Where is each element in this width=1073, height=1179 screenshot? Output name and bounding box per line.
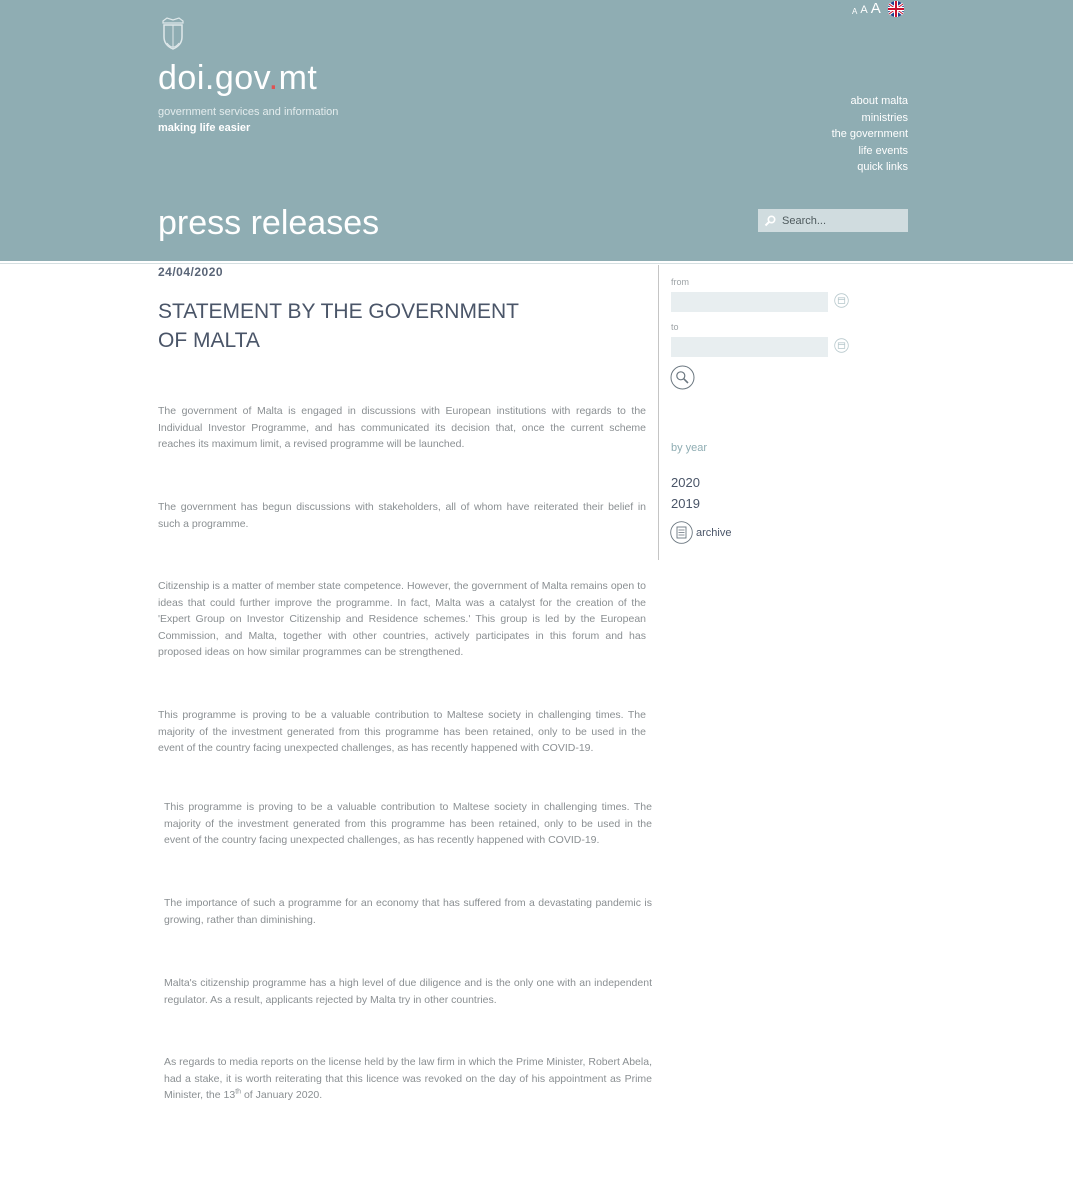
malta-crest-icon <box>159 15 187 52</box>
site-tagline: government services and information <box>158 106 339 118</box>
font-size-controls <box>852 0 881 16</box>
article-paragraph: This programme is proving to be a valuable contribution to Maltese society in challenging times. The majority of the investment generated from this programme has been retained, only to be used in the event of the country facing unexpected challenges, as has recently happened with COVID-19. <box>158 709 646 754</box>
font-size-large-button[interactable]: A <box>870 0 881 17</box>
english-flag-icon[interactable] <box>888 1 904 17</box>
nav-the-government[interactable]: the government <box>831 128 908 140</box>
site-logo[interactable]: doi.gov.mt <box>158 59 318 97</box>
font-size-small-button[interactable]: A <box>852 7 858 16</box>
nav-ministries[interactable]: ministries <box>861 111 908 124</box>
from-calendar-icon[interactable] <box>834 293 849 308</box>
article-paragraph: The government has begun discussions with stakeholders, all of whom have reiterated their belief in such a programme. <box>158 501 646 530</box>
site-tagline-bold: making life easier <box>158 122 251 134</box>
by-year-label: by year <box>671 442 708 454</box>
article-paragraph: The importance of such a programme for an economy that has suffered from a devastating pandemic is growing, rather than diminishing. <box>164 897 652 926</box>
article-paragraph: This programme is proving to be a valuable contribution to Maltese society in challenging times. The majority of the investment generated from this programme has been retained, only to be used in the event of the country facing unexpected challenges, as has recently happened with COVID-19. <box>164 801 652 846</box>
date-search-icon[interactable] <box>670 365 695 390</box>
search-icon[interactable] <box>764 215 776 227</box>
article-paragraph-last: As regards to media reports on the license held by the law firm in which the Prime Minister, Robert Abela, had a stake, it is worth reiterating that this licence was revoked on the day of his appointment as Prime Minister, the 13th of January 2020. <box>164 1056 652 1101</box>
font-size-medium-button[interactable]: A <box>860 4 868 16</box>
year-link-2020[interactable]: 2020 <box>671 475 700 490</box>
search-input[interactable] <box>782 215 902 227</box>
to-date-label: to <box>671 322 679 332</box>
archive-icon <box>670 521 693 544</box>
article-paragraph: Malta's citizenship programme has a high level of due diligence and is the only one with an independent regulator. As a result, applicants rejected by Malta try in other countries. <box>164 977 652 1006</box>
article-paragraph: The government of Malta is engaged in discussions with European institutions with regards to the Individual Investor Programme, and has communicated its decision that, once the current scheme reaches its maximum limit, a revised programme will be launched. <box>158 405 646 450</box>
sidebar-divider <box>658 265 659 560</box>
year-link-2019[interactable]: 2019 <box>671 496 700 511</box>
to-calendar-icon[interactable] <box>834 338 849 353</box>
archive-label: archive <box>696 526 732 539</box>
main-navigation <box>832 93 908 176</box>
from-date-input[interactable] <box>671 292 828 312</box>
page-title: press releases <box>158 204 380 242</box>
from-date-label: from <box>671 277 689 287</box>
to-date-input[interactable] <box>671 337 828 357</box>
search-box <box>758 209 908 232</box>
site-header <box>0 0 1073 261</box>
header-divider <box>0 263 1073 264</box>
nav-about-malta[interactable]: about malta <box>850 95 908 107</box>
article-paragraph: Citizenship is a matter of member state competence. However, the government of Malta remains open to ideas that could further improve the programme. In fact, Malta was a catalyst for the creation of the 'Expert Group on Investor Citizenship and Residence schemes.' This group is led by the European Commission, and Malta, together with other countries, actively participates in this forum and has proposed ideas on how similar programmes can be strengthened. <box>158 580 646 658</box>
article-date: 24/04/2020 <box>158 265 224 279</box>
archive-link[interactable] <box>670 521 731 544</box>
nav-quick-links[interactable]: quick links <box>857 161 908 173</box>
article-title: STATEMENT BY THE GOVERNMENT OF MALTA <box>158 300 519 352</box>
nav-life-events[interactable]: life events <box>858 144 908 157</box>
